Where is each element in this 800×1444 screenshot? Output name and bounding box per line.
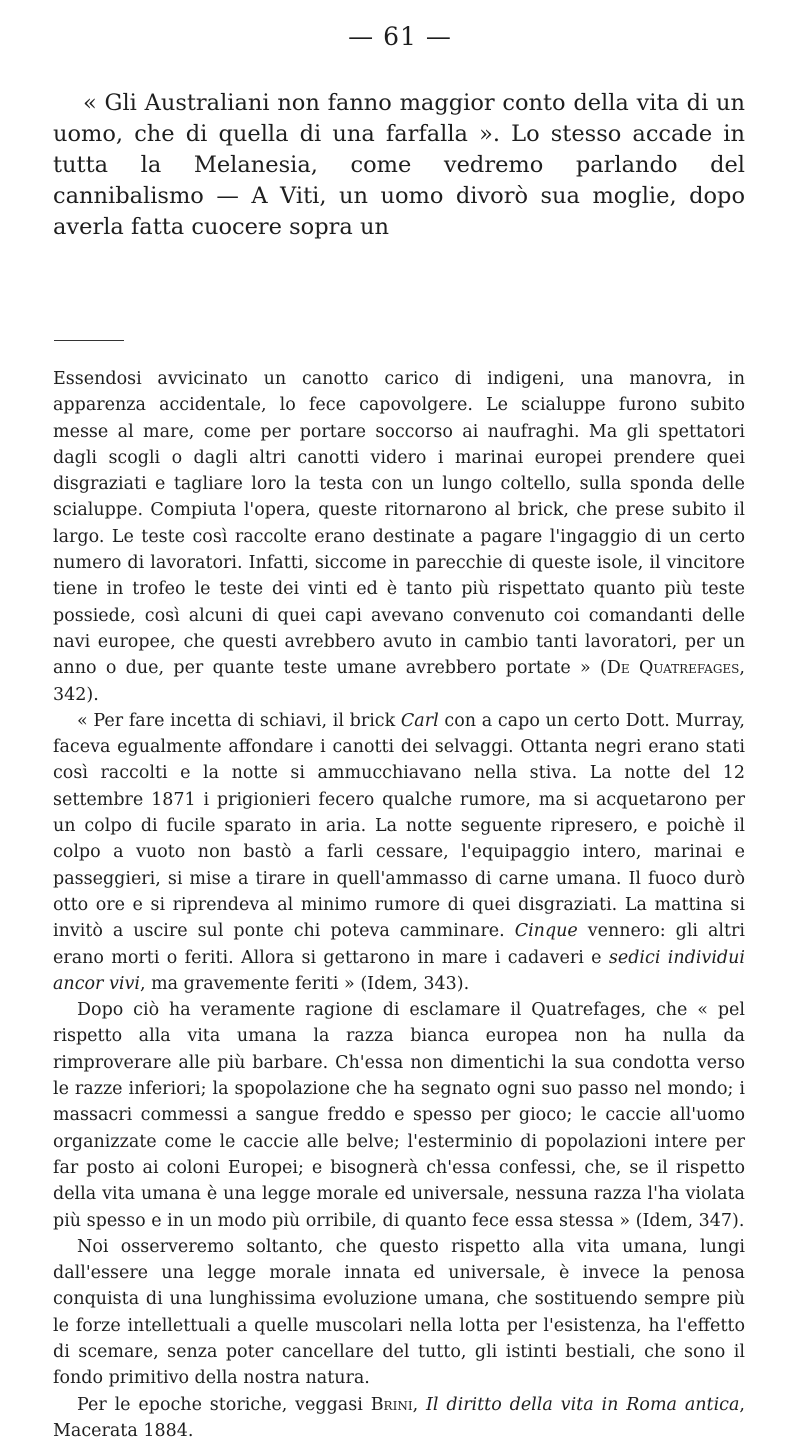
- emphasis-sedici: sedici individui ancor vivi: [53, 947, 745, 994]
- author-brini: Brini: [370, 1394, 413, 1415]
- footnote-paragraph-4: Noi osserveremo soltanto, che questo rispetto alla vita umana, lungi dall'essere una legge morale innata ed universale, è invece la penosa conquista di una lunghissima evoluzione umana, che sostituendo sempre più le forze intellettuali a quelle muscolari nella lotta per l'esistenza, ha l'effetto di scemare, senza poter cancellare del tutto, gli istinti bestiali, che sono il fondo primitivo della nostra natura.: [53, 1236, 745, 1389]
- footnote-5-text-c: , Macerata 1884.: [53, 1394, 745, 1441]
- footnote-paragraph-5: [53, 1392, 745, 1444]
- footnote-paragraph-3: Dopo ciò ha veramente ragione di esclamare il Quatrefages, che « pel rispetto alla vita umana la razza bianca europea non ha nulla da rimproverare alle più barbare. Ch'essa non dimentichi la sua condotta verso le razze inferiori; la spopolazione che ha segnato ogni suo passo nel mondo; i massacri commessi a sangue freddo e spesso per gioco; le caccie all'uomo organizzate come le caccie alle belve; l'esterminio di popolazioni intere per far posto ai coloni Europei; e bisognerà ch'essa confessi, che, se il rispetto della vita umana è una legge morale ed universale, nessuna razza l'ha violata più spesso e in un modo più orribile, di quanto fece essa stessa » (Idem, 347).: [53, 1000, 745, 1231]
- footnote-paragraph-1: [53, 366, 745, 708]
- footnote-5-text-a: Per le epoche storiche, veggasi: [77, 1394, 371, 1415]
- page-number: — 61 —: [348, 22, 452, 51]
- emphasis-cinque: Cinque: [514, 921, 578, 942]
- footnote-2-text-c: vennero: gli altri erano morti o feriti. Allora si gettarono in mare i cadaveri e: [53, 921, 745, 968]
- footnote-paragraph-2: [53, 708, 745, 997]
- footnote-1-citation: , 342).: [53, 658, 745, 705]
- main-text-paragraph: « Gli Australiani non fanno maggior conto della vita di un uomo, che di quella di una farfalla ». Lo stesso accade in tutta la Melanesia, come vedremo parlando del cannibalismo — A Viti, un uomo divorò sua moglie, dopo averla fatta cuocere sopra un: [53, 90, 745, 240]
- book-title: Il diritto della vita in Roma antica: [426, 1394, 740, 1415]
- footnote-separator: [54, 340, 124, 341]
- footnote-2-text-a: « Per fare incetta di schiavi, il brick: [77, 710, 401, 731]
- author-quatrefages: De Quatrefages: [606, 658, 740, 679]
- footnote-2-text-d: , ma gravemente feriti » (Idem, 343).: [139, 973, 470, 994]
- footnote-5-text-b: ,: [412, 1394, 427, 1415]
- ship-name: Carl: [400, 710, 439, 731]
- footnote-2-text-b: con a capo un certo Dott. Murray, faceva egualmente affondare i canotti dei selvaggi. Ottanta negri erano stati così raccolti e la notte si ammucchiavano nella stiva. La notte del 12 settembre 1871 i prigionieri fecero qualche rumore, ma si acquetarono per un colpo di fucile sparato in aria. La notte seguente ripresero, e poichè il colpo a vuoto non bastò a farli cessare, l'equipaggio intero, marinai e passeggieri, si mise a tirare in quell'ammasso di carne umana. Il fuoco durò otto ore e si riprendeva al minimo rumore di quei disgraziati. La mattina si invitò a uscire sul ponte chi poteva camminare.: [53, 710, 745, 942]
- footnote-1-text: Essendosi avvicinato un canotto carico di indigeni, una manovra, in apparenza accidentale, lo fece capovolgere. Le scialuppe furono subito messe al mare, come per portare soccorso ai naufraghi. Ma gli spettatori dagli scogli o dagli altri canotti videro i marinai europei prendere quei disgraziati e tagliare loro la testa con un lungo coltello, sulla sponda delle scialuppe. Compiuta l'opera, queste ritornarono al brick, che prese subito il largo. Le teste così raccolte erano destinate a pagare l'ingaggio di un certo numero di lavoratori. Infatti, siccome in parecchie di queste isole, il vincitore tiene in trofeo le teste dei vinti ed è tanto più rispettato quanto più teste possiede, così alcuni di quei capi avevano convenuto coi comandanti delle navi europee, che questi avrebbero avuto in cambio tanti lavoratori, per un anno o due, per quante teste umane avrebbero portate » (: [53, 369, 745, 679]
- footnotes: [53, 366, 745, 1444]
